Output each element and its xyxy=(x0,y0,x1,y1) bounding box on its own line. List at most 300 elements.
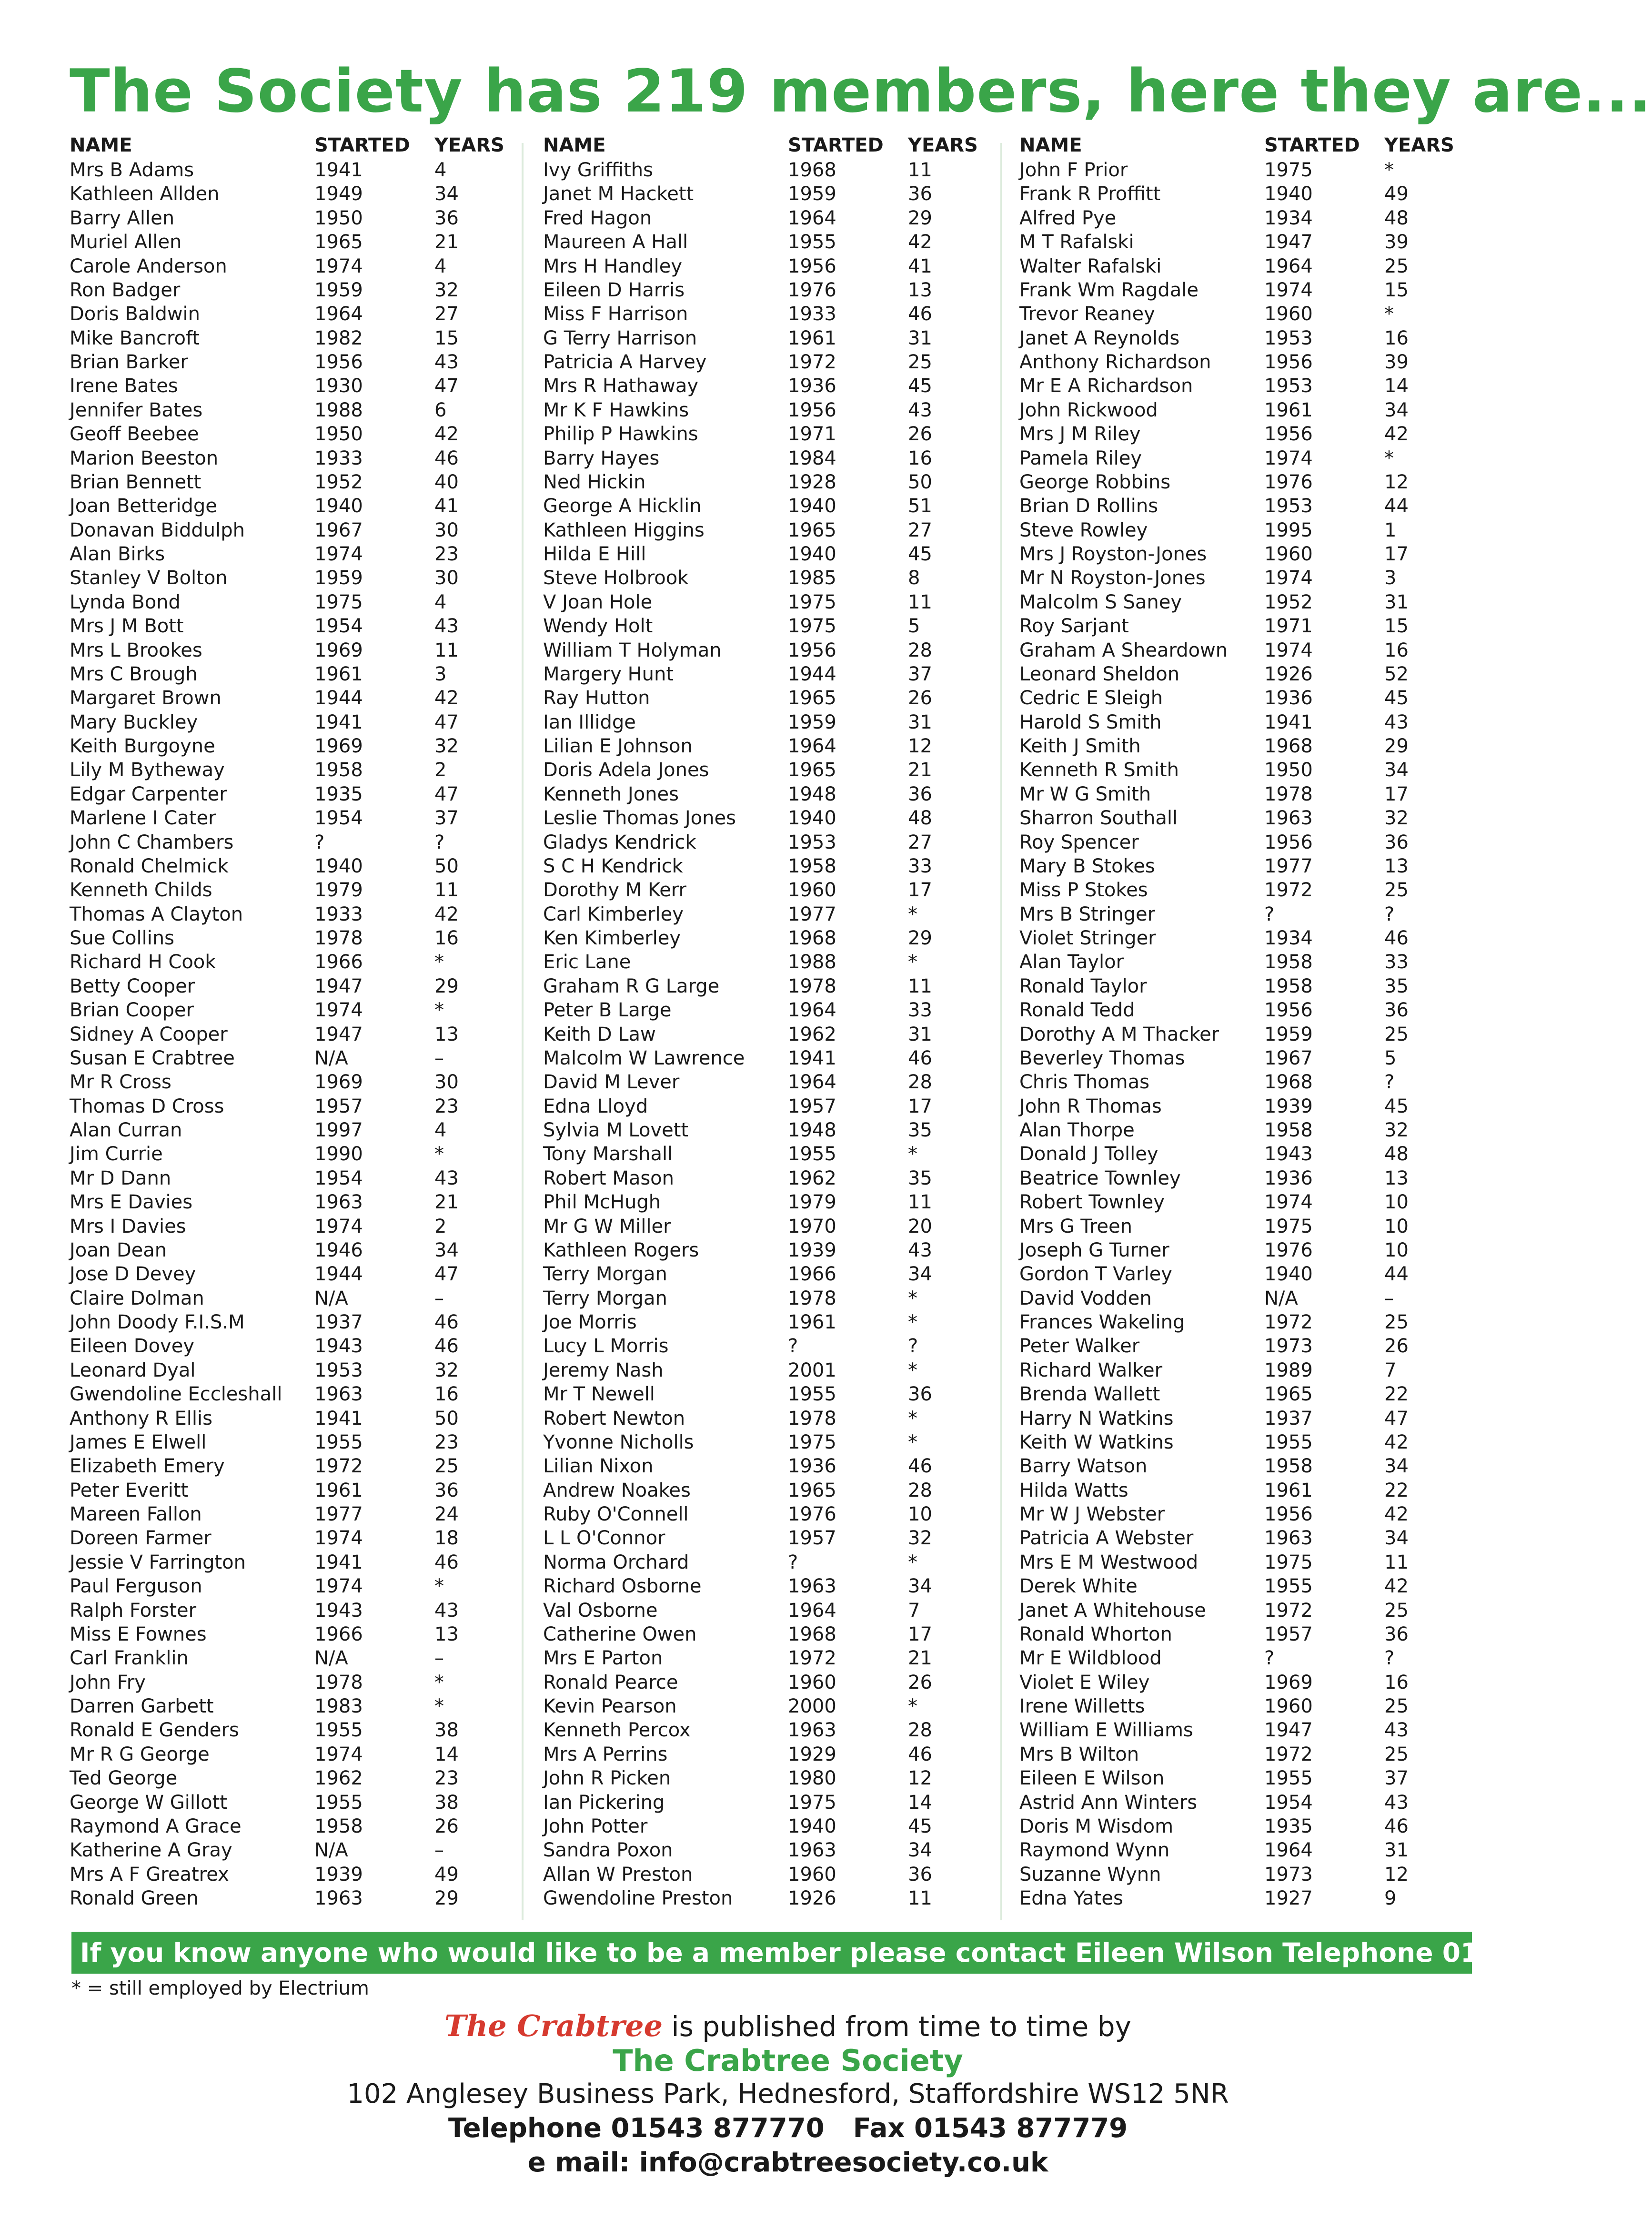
contact-banner: If you know anyone who would like to be a member please contact Eileen Wilson Telephone 01922 638487 xyxy=(71,1932,1472,1974)
member-years: 28 xyxy=(908,1071,932,1094)
header-name: NAME xyxy=(1019,134,1082,156)
member-years: 46 xyxy=(434,447,459,469)
member-years: 4 xyxy=(434,255,447,277)
member-years: * xyxy=(1384,303,1394,325)
member-years: 42 xyxy=(1384,1431,1409,1453)
email-address[interactable]: e mail: info@crabtreesociety.co.uk xyxy=(527,2147,1048,2178)
member-years: 28 xyxy=(908,1479,932,1501)
member-name: Keith J Smith xyxy=(1019,735,1141,757)
member-name: Mr D Dann xyxy=(70,1167,171,1189)
member-name: Alan Curran xyxy=(70,1119,182,1141)
member-started: 1964 xyxy=(788,735,836,757)
member-started: 1943 xyxy=(1264,1143,1313,1166)
member-started: 1953 xyxy=(1264,495,1313,517)
member-years: 49 xyxy=(1384,183,1409,205)
member-name: Muriel Allen xyxy=(70,231,182,253)
member-name: Violet Stringer xyxy=(1019,927,1156,949)
member-started: 1956 xyxy=(788,255,836,277)
member-started: 1947 xyxy=(314,975,363,997)
member-started: 1941 xyxy=(314,1551,363,1573)
member-started: 1955 xyxy=(314,1431,363,1453)
header-started: STARTED xyxy=(314,134,410,156)
member-started: 1956 xyxy=(1264,1503,1313,1525)
member-started: 1963 xyxy=(788,1575,836,1598)
publisher-line xyxy=(0,2008,1576,2043)
member-years: 42 xyxy=(1384,1503,1409,1525)
member-name: Irene Willetts xyxy=(1019,1695,1145,1717)
member-started: 1936 xyxy=(788,375,836,397)
member-name: Janet A Whitehouse xyxy=(1019,1599,1206,1622)
member-name: Anthony Richardson xyxy=(1019,351,1211,373)
member-started: 1958 xyxy=(788,855,836,877)
member-years: 36 xyxy=(908,783,932,805)
member-name: John F Prior xyxy=(1019,159,1128,181)
member-name: Mr R G George xyxy=(70,1743,210,1765)
member-name: Robert Mason xyxy=(543,1167,674,1189)
member-started: 1965 xyxy=(314,231,363,253)
member-name: Mrs G Treen xyxy=(1019,1215,1132,1237)
member-years: 2 xyxy=(434,759,447,781)
member-years: 41 xyxy=(434,495,459,517)
member-started: 1975 xyxy=(788,1431,836,1453)
member-started: 1943 xyxy=(314,1599,363,1622)
member-years: 43 xyxy=(434,351,459,373)
member-name: Edna Lloyd xyxy=(543,1095,648,1117)
member-name: Ronald E Genders xyxy=(70,1719,239,1742)
member-started: 1958 xyxy=(314,759,363,781)
header-years: YEARS xyxy=(908,134,978,156)
member-name: John Potter xyxy=(543,1815,648,1837)
member-started: 1974 xyxy=(314,1575,363,1598)
member-name: Mrs B Wilton xyxy=(1019,1743,1139,1765)
member-years: 15 xyxy=(434,327,459,349)
member-years: 29 xyxy=(908,207,932,229)
member-name: John R Thomas xyxy=(1019,1095,1162,1117)
member-name: Philip P Hawkins xyxy=(543,423,698,446)
member-years: * xyxy=(908,1695,917,1717)
member-years: 34 xyxy=(1384,399,1409,421)
member-years: 25 xyxy=(1384,255,1409,277)
member-name: Sharron Southall xyxy=(1019,807,1178,830)
member-name: Mr E A Richardson xyxy=(1019,375,1193,397)
member-years: 30 xyxy=(434,1071,459,1094)
member-name: Gladys Kendrick xyxy=(543,831,696,853)
member-name: John C Chambers xyxy=(70,831,234,853)
member-name: Doris Baldwin xyxy=(70,303,201,325)
member-years: ? xyxy=(1384,903,1395,925)
member-started: 1946 xyxy=(314,1239,363,1261)
member-started: 1978 xyxy=(788,975,836,997)
member-started: 1957 xyxy=(788,1095,836,1117)
member-name: Sandra Poxon xyxy=(543,1839,673,1862)
member-name: Mr G W Miller xyxy=(543,1215,671,1237)
column-divider xyxy=(522,143,524,1920)
member-years: 29 xyxy=(1384,735,1409,757)
member-name: Raymond A Grace xyxy=(70,1815,242,1837)
member-years: 25 xyxy=(1384,1311,1409,1333)
member-started: 1944 xyxy=(788,663,836,685)
member-name: Mrs I Davies xyxy=(70,1215,186,1237)
member-name: Betty Cooper xyxy=(70,975,195,997)
member-name: Ray Hutton xyxy=(543,687,650,710)
member-name: Thomas A Clayton xyxy=(70,903,243,925)
member-started: 1956 xyxy=(1264,423,1313,446)
member-years: 43 xyxy=(908,399,932,421)
member-years: 46 xyxy=(1384,1815,1409,1837)
member-name: Marlene I Cater xyxy=(70,807,216,830)
member-name: Dorothy A M Thacker xyxy=(1019,1023,1219,1045)
member-years: 22 xyxy=(1384,1383,1409,1406)
member-started: 1962 xyxy=(788,1023,836,1045)
member-started: 1965 xyxy=(788,1479,836,1501)
member-started: 1947 xyxy=(314,1023,363,1045)
member-name: Roy Sarjant xyxy=(1019,615,1129,638)
member-years: 34 xyxy=(434,183,459,205)
member-name: Lily M Bytheway xyxy=(70,759,225,781)
member-started: 1969 xyxy=(314,1071,363,1094)
member-name: Steve Holbrook xyxy=(543,567,689,589)
member-name: Mr E Wildblood xyxy=(1019,1647,1162,1670)
member-started: 1963 xyxy=(314,1887,363,1909)
member-started: 1971 xyxy=(1264,615,1313,638)
member-years: 36 xyxy=(1384,831,1409,853)
member-started: 1937 xyxy=(1264,1407,1313,1429)
member-started: ? xyxy=(1264,903,1275,925)
member-name: Mrs A Perrins xyxy=(543,1743,668,1765)
member-started: 1968 xyxy=(788,159,836,181)
member-started: 1966 xyxy=(788,1263,836,1286)
member-years: 36 xyxy=(1384,1623,1409,1645)
member-started: 1974 xyxy=(1264,279,1313,301)
member-started: 1957 xyxy=(314,1095,363,1117)
member-years: 16 xyxy=(1384,327,1409,349)
member-name: Brian D Rollins xyxy=(1019,495,1158,517)
member-years: 14 xyxy=(1384,375,1409,397)
member-name: David M Lever xyxy=(543,1071,680,1094)
member-name: George W Gillott xyxy=(70,1791,227,1814)
member-years: 38 xyxy=(434,1791,459,1814)
member-started: 1961 xyxy=(788,327,836,349)
member-started: 1958 xyxy=(1264,951,1313,973)
member-started: 1939 xyxy=(314,1863,363,1885)
member-started: 1972 xyxy=(1264,1311,1313,1333)
member-started: 1950 xyxy=(314,423,363,446)
member-years: 11 xyxy=(908,591,932,613)
member-name: Mike Bancroft xyxy=(70,327,200,349)
member-years: 7 xyxy=(908,1599,920,1622)
member-started: 1974 xyxy=(1264,567,1313,589)
member-years: 32 xyxy=(434,735,459,757)
member-started: 1978 xyxy=(1264,783,1313,805)
member-name: Gwendoline Eccleshall xyxy=(70,1383,282,1406)
member-years: * xyxy=(434,1575,444,1598)
member-years: 13 xyxy=(1384,1167,1409,1189)
member-started: 1950 xyxy=(1264,759,1313,781)
member-started: 1963 xyxy=(1264,1527,1313,1550)
member-name: Kenneth Jones xyxy=(543,783,679,805)
member-name: John Doody F.I.S.M xyxy=(70,1311,245,1333)
member-started: 1963 xyxy=(314,1383,363,1406)
member-started: 1967 xyxy=(1264,1047,1313,1069)
member-years: 23 xyxy=(434,1431,459,1453)
member-name: Miss P Stokes xyxy=(1019,879,1148,902)
member-started: 1997 xyxy=(314,1119,363,1141)
member-years: 42 xyxy=(434,903,459,925)
member-started: 1941 xyxy=(314,159,363,181)
member-started: 1960 xyxy=(788,879,836,902)
member-years: 34 xyxy=(1384,1455,1409,1478)
member-started: 1935 xyxy=(314,783,363,805)
member-started: N/A xyxy=(314,1047,348,1069)
member-name: Malcolm S Saney xyxy=(1019,591,1182,613)
member-years: 36 xyxy=(908,183,932,205)
member-started: 1984 xyxy=(788,447,836,469)
member-name: Ken Kimberley xyxy=(543,927,681,949)
member-name: Mrs J M Bott xyxy=(70,615,184,638)
publisher-text: is published from time to time by xyxy=(663,2010,1131,2043)
member-years: 50 xyxy=(434,855,459,877)
member-name: James E Elwell xyxy=(70,1431,207,1453)
member-years: 44 xyxy=(1384,1263,1409,1286)
member-years: 28 xyxy=(908,1719,932,1742)
member-years: 11 xyxy=(1384,1551,1409,1573)
member-years: 45 xyxy=(1384,1095,1409,1117)
member-name: Kenneth Percox xyxy=(543,1719,691,1742)
member-name: Sylvia M Lovett xyxy=(543,1119,689,1141)
member-years: 22 xyxy=(1384,1479,1409,1501)
member-started: 1928 xyxy=(788,471,836,493)
member-name: John R Picken xyxy=(543,1767,671,1790)
member-name: Kenneth Childs xyxy=(70,879,212,902)
member-years: * xyxy=(1384,447,1394,469)
member-name: Jeremy Nash xyxy=(543,1359,664,1381)
member-started: 1961 xyxy=(314,1479,363,1501)
footnote: * = still employed by Electrium xyxy=(71,1977,369,1999)
member-name: Carl Kimberley xyxy=(543,903,684,925)
member-years: * xyxy=(908,1143,917,1166)
member-years: 33 xyxy=(908,855,932,877)
member-years: 21 xyxy=(434,1191,459,1214)
member-started: 1952 xyxy=(314,471,363,493)
member-started: 1926 xyxy=(1264,663,1313,685)
member-name: George A Hicklin xyxy=(543,495,702,517)
member-years: 15 xyxy=(1384,615,1409,638)
member-name: Mrs E M Westwood xyxy=(1019,1551,1199,1573)
member-name: Patricia A Harvey xyxy=(543,351,707,373)
member-name: Yvonne Nicholls xyxy=(543,1431,694,1453)
member-started: 1961 xyxy=(1264,1479,1313,1501)
member-years: * xyxy=(434,1695,444,1717)
member-started: 1940 xyxy=(1264,1263,1313,1286)
member-years: 25 xyxy=(1384,1023,1409,1045)
member-name: Barry Hayes xyxy=(543,447,660,469)
member-name: Lilian Nixon xyxy=(543,1455,654,1478)
member-started: ? xyxy=(788,1551,798,1573)
member-started: 1975 xyxy=(788,591,836,613)
member-years: 34 xyxy=(908,1839,932,1862)
member-years: 17 xyxy=(908,1095,932,1117)
member-name: Astrid Ann Winters xyxy=(1019,1791,1198,1814)
member-started: 1954 xyxy=(1264,1791,1313,1814)
member-years: 34 xyxy=(908,1575,932,1598)
header-name: NAME xyxy=(543,134,606,156)
member-name: Doris M Wisdom xyxy=(1019,1815,1174,1837)
member-name: Beatrice Townley xyxy=(1019,1167,1181,1189)
member-years: 46 xyxy=(908,1455,932,1478)
member-name: Ted George xyxy=(70,1767,178,1790)
member-started: 1963 xyxy=(788,1839,836,1862)
member-started: 1975 xyxy=(788,1791,836,1814)
member-name: Eileen D Harris xyxy=(543,279,685,301)
member-started: 1936 xyxy=(1264,687,1313,710)
member-years: 5 xyxy=(1384,1047,1397,1069)
member-started: 1955 xyxy=(788,1383,836,1406)
member-started: 1940 xyxy=(788,1815,836,1837)
member-years: 27 xyxy=(908,831,932,853)
member-years: * xyxy=(908,903,917,925)
member-name: Wendy Holt xyxy=(543,615,653,638)
member-started: 1957 xyxy=(788,1527,836,1550)
member-years: 46 xyxy=(908,1047,932,1069)
member-years: – xyxy=(434,1839,444,1862)
member-started: ? xyxy=(788,1335,798,1358)
member-years: 21 xyxy=(908,1647,932,1670)
member-started: 1936 xyxy=(1264,1167,1313,1189)
member-years: 1 xyxy=(1384,519,1397,541)
member-years: – xyxy=(434,1287,444,1309)
member-name: Mrs E Parton xyxy=(543,1647,663,1670)
member-years: 27 xyxy=(908,519,932,541)
member-years: 45 xyxy=(908,375,932,397)
member-years: 42 xyxy=(1384,1575,1409,1598)
member-started: N/A xyxy=(314,1287,348,1309)
member-name: Brian Cooper xyxy=(70,999,194,1022)
member-name: Ronald Green xyxy=(70,1887,199,1909)
member-started: 1974 xyxy=(314,1527,363,1550)
member-name: S C H Kendrick xyxy=(543,855,683,877)
member-name: Sue Collins xyxy=(70,927,174,949)
member-started: 1963 xyxy=(314,1191,363,1214)
member-name: Pamela Riley xyxy=(1019,447,1142,469)
member-started: 1979 xyxy=(314,879,363,902)
member-years: * xyxy=(434,951,444,973)
member-years: 23 xyxy=(434,543,459,565)
member-name: Kenneth R Smith xyxy=(1019,759,1179,781)
member-name: Roy Spencer xyxy=(1019,831,1139,853)
member-years: 12 xyxy=(908,1767,932,1790)
member-years: ? xyxy=(1384,1071,1395,1094)
member-started: 1954 xyxy=(314,1167,363,1189)
member-started: 1955 xyxy=(788,1143,836,1166)
member-started: 1934 xyxy=(1264,207,1313,229)
member-years: 13 xyxy=(1384,855,1409,877)
header-started: STARTED xyxy=(1264,134,1360,156)
member-started: 1953 xyxy=(1264,375,1313,397)
member-started: 1969 xyxy=(314,639,363,661)
member-name: Frank R Proffitt xyxy=(1019,183,1161,205)
member-started: 1961 xyxy=(314,663,363,685)
member-years: * xyxy=(908,1311,917,1333)
member-name: Norma Orchard xyxy=(543,1551,689,1573)
member-years: 45 xyxy=(1384,687,1409,710)
member-years: 36 xyxy=(908,1863,932,1885)
member-years: 48 xyxy=(1384,1143,1409,1166)
member-years: 32 xyxy=(1384,807,1409,830)
member-name: Kathleen Rogers xyxy=(543,1239,699,1261)
member-name: Robert Newton xyxy=(543,1407,685,1429)
member-name: Barry Allen xyxy=(70,207,175,229)
member-years: * xyxy=(908,1407,917,1429)
member-started: 1957 xyxy=(1264,1623,1313,1645)
member-years: 33 xyxy=(1384,951,1409,973)
member-started: 2000 xyxy=(788,1695,836,1717)
member-years: * xyxy=(908,951,917,973)
member-name: Ronald Whorton xyxy=(1019,1623,1172,1645)
member-started: 1956 xyxy=(788,399,836,421)
member-started: 1977 xyxy=(788,903,836,925)
member-name: Kevin Pearson xyxy=(543,1695,677,1717)
member-started: 1978 xyxy=(788,1407,836,1429)
member-started: 1988 xyxy=(314,399,363,421)
member-name: Ronald Chelmick xyxy=(70,855,229,877)
member-name: Ned Hickin xyxy=(543,471,646,493)
member-years: 45 xyxy=(908,1815,932,1837)
member-name: Margaret Brown xyxy=(70,687,222,710)
member-started: 1975 xyxy=(788,615,836,638)
member-started: 1975 xyxy=(1264,1551,1313,1573)
member-name: Harold S Smith xyxy=(1019,711,1162,733)
member-name: Dorothy M Kerr xyxy=(543,879,686,902)
member-years: 3 xyxy=(434,663,447,685)
member-years: 16 xyxy=(908,447,932,469)
member-name: Suzanne Wynn xyxy=(1019,1863,1161,1885)
member-started: 1985 xyxy=(788,567,836,589)
member-name: Marion Beeston xyxy=(70,447,219,469)
member-years: 34 xyxy=(1384,759,1409,781)
member-started: 1960 xyxy=(788,1863,836,1885)
member-years: 23 xyxy=(434,1095,459,1117)
member-name: Ronald Pearce xyxy=(543,1671,678,1693)
member-started: 1944 xyxy=(314,1263,363,1286)
member-started: 1937 xyxy=(314,1311,363,1333)
member-name: Gordon T Varley xyxy=(1019,1263,1172,1286)
member-started: 1940 xyxy=(314,855,363,877)
member-started: 1978 xyxy=(314,1671,363,1693)
member-name: Brian Bennett xyxy=(70,471,201,493)
member-name: Kathleen Allden xyxy=(70,183,220,205)
member-name: Alan Taylor xyxy=(1019,951,1124,973)
member-started: 1976 xyxy=(1264,1239,1313,1261)
member-started: 1968 xyxy=(1264,735,1313,757)
member-started: 1959 xyxy=(314,279,363,301)
member-name: Claire Dolman xyxy=(70,1287,204,1309)
member-name: Mary Buckley xyxy=(70,711,198,733)
member-years: 4 xyxy=(434,159,447,181)
member-started: 1964 xyxy=(788,1599,836,1622)
member-started: 1978 xyxy=(788,1287,836,1309)
member-years: 42 xyxy=(434,423,459,446)
member-years: 17 xyxy=(908,1623,932,1645)
member-years: 48 xyxy=(908,807,932,830)
member-started: 1956 xyxy=(1264,831,1313,853)
member-started: 1953 xyxy=(1264,327,1313,349)
member-started: 1974 xyxy=(1264,639,1313,661)
member-started: 1965 xyxy=(1264,1383,1313,1406)
member-name: Mrs B Stringer xyxy=(1019,903,1156,925)
member-years: 47 xyxy=(434,711,459,733)
member-years: 26 xyxy=(908,687,932,710)
member-years: 35 xyxy=(1384,975,1409,997)
